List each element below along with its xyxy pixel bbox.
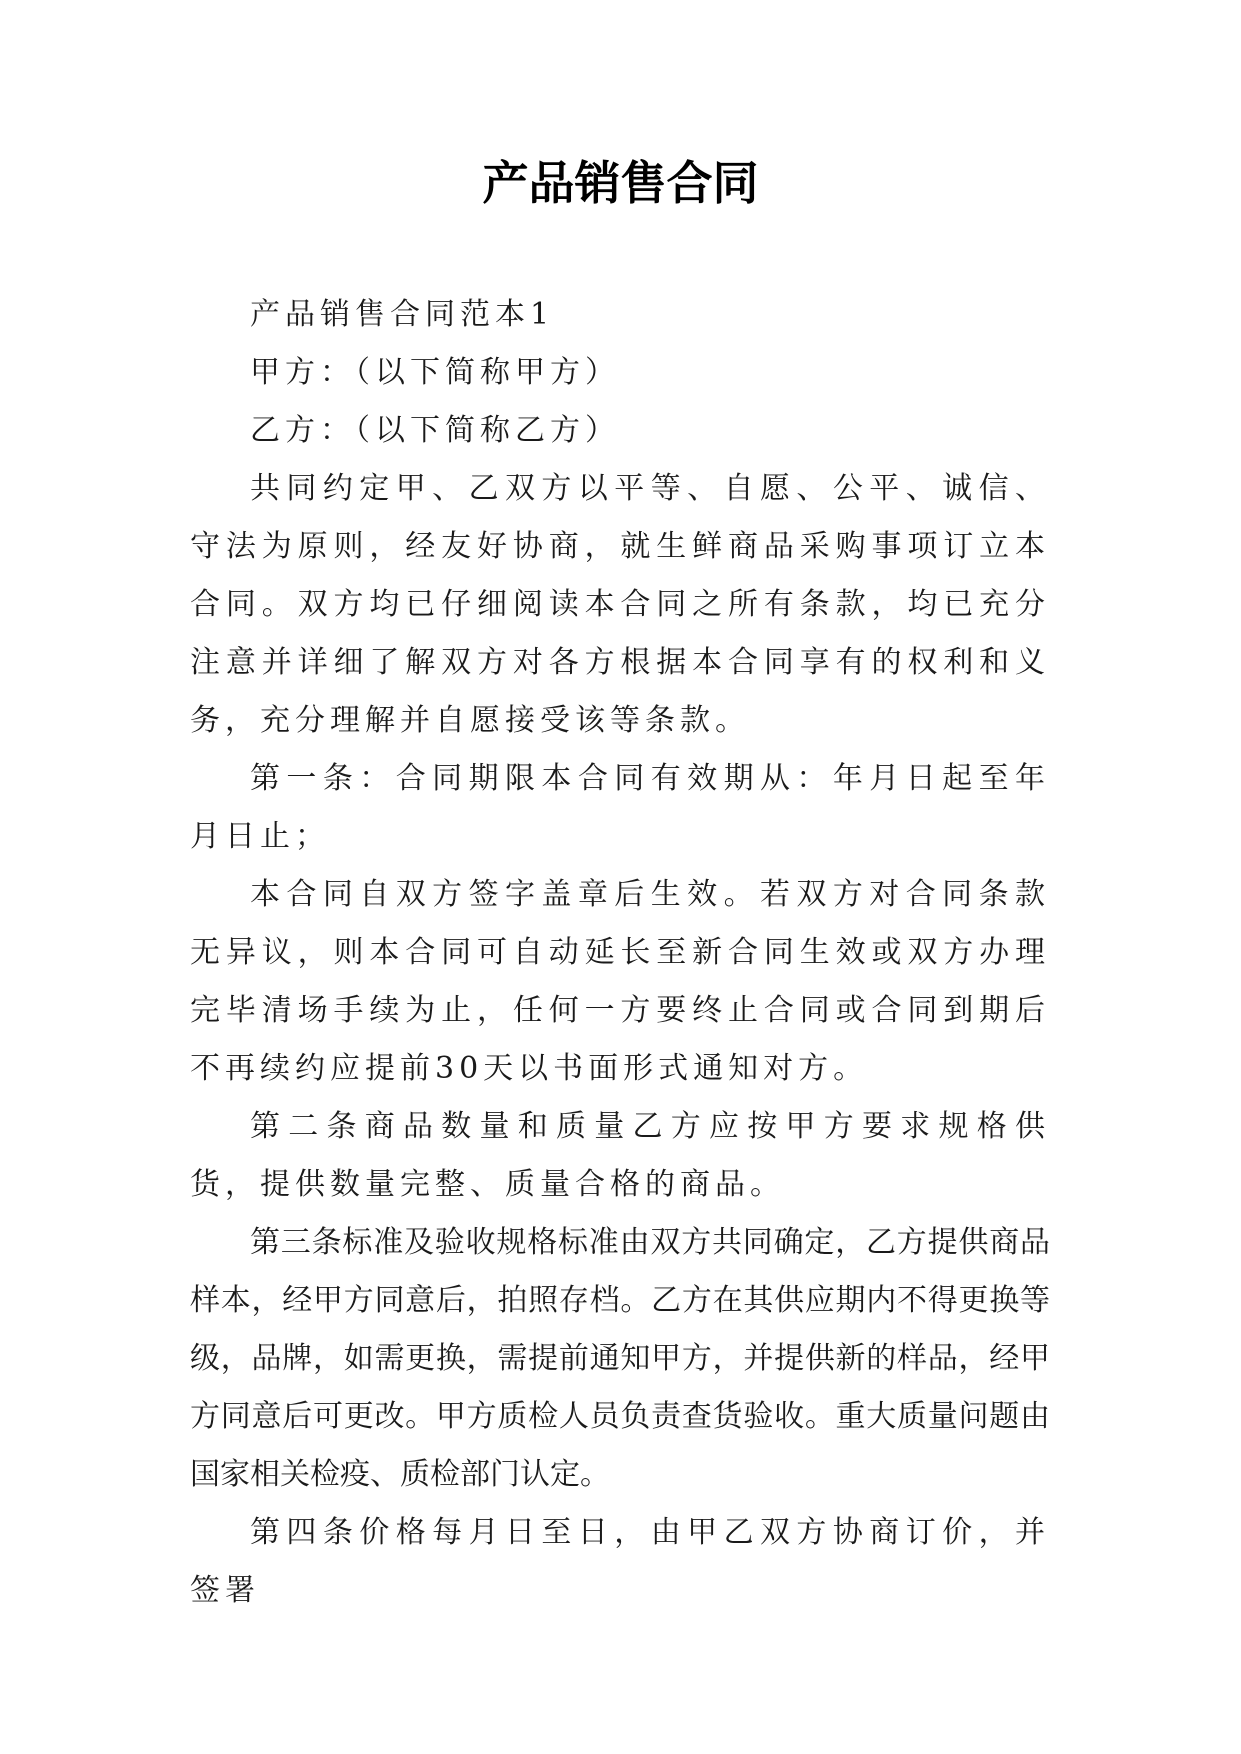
paragraph-party-a: 甲方：（以下简称甲方） xyxy=(250,355,620,390)
paragraph-party-b: 乙方：（以下简称乙方） xyxy=(250,413,620,448)
paragraph-article-2: 第二条商品数量和质量乙方应按甲方要求规格供货，提供数量完整、质量合格的商品。 xyxy=(190,1109,1050,1202)
paragraph-article-1: 第一条：合同期限本合同有效期从：年月日起至年月日止； xyxy=(190,761,1050,854)
paragraph-sample-label: 产品销售合同范本1 xyxy=(250,297,555,332)
paragraph-article-4: 第四条价格每月日至日，由甲乙双方协商订价，并签署 xyxy=(190,1515,1050,1608)
paragraph-article-3: 第三条标准及验收规格标准由双方共同确定，乙方提供商品样本，经甲方同意后，拍照存档。乙方在其供应期内不得更换等级，品牌，如需更换，需提前通知甲方，并提供新的样品，经甲方同意后可更改。甲方质检人员负责查货验收。重大质量问题由国家相关检疫、质检部门认定。 xyxy=(190,1225,1050,1492)
document-title: 产品销售合同 xyxy=(482,156,759,210)
paragraph-preamble: 共同约定甲、乙双方以平等、自愿、公平、诚信、守法为原则，经友好协商，就生鲜商品采购事项订立本合同。双方均已仔细阅读本合同之所有条款，均已充分注意并详细了解双方对各方根据本合同享有的权利和义务，充分理解并自愿接受该等条款。 xyxy=(190,471,1050,738)
document-body xyxy=(190,286,1050,1620)
paragraph-effectiveness: 本合同自双方签字盖章后生效。若双方对合同条款无异议，则本合同可自动延长至新合同生效或双方办理完毕清场手续为止，任何一方要终止合同或合同到期后不再续约应提前30天以书面形式通知对方。 xyxy=(190,877,1050,1086)
